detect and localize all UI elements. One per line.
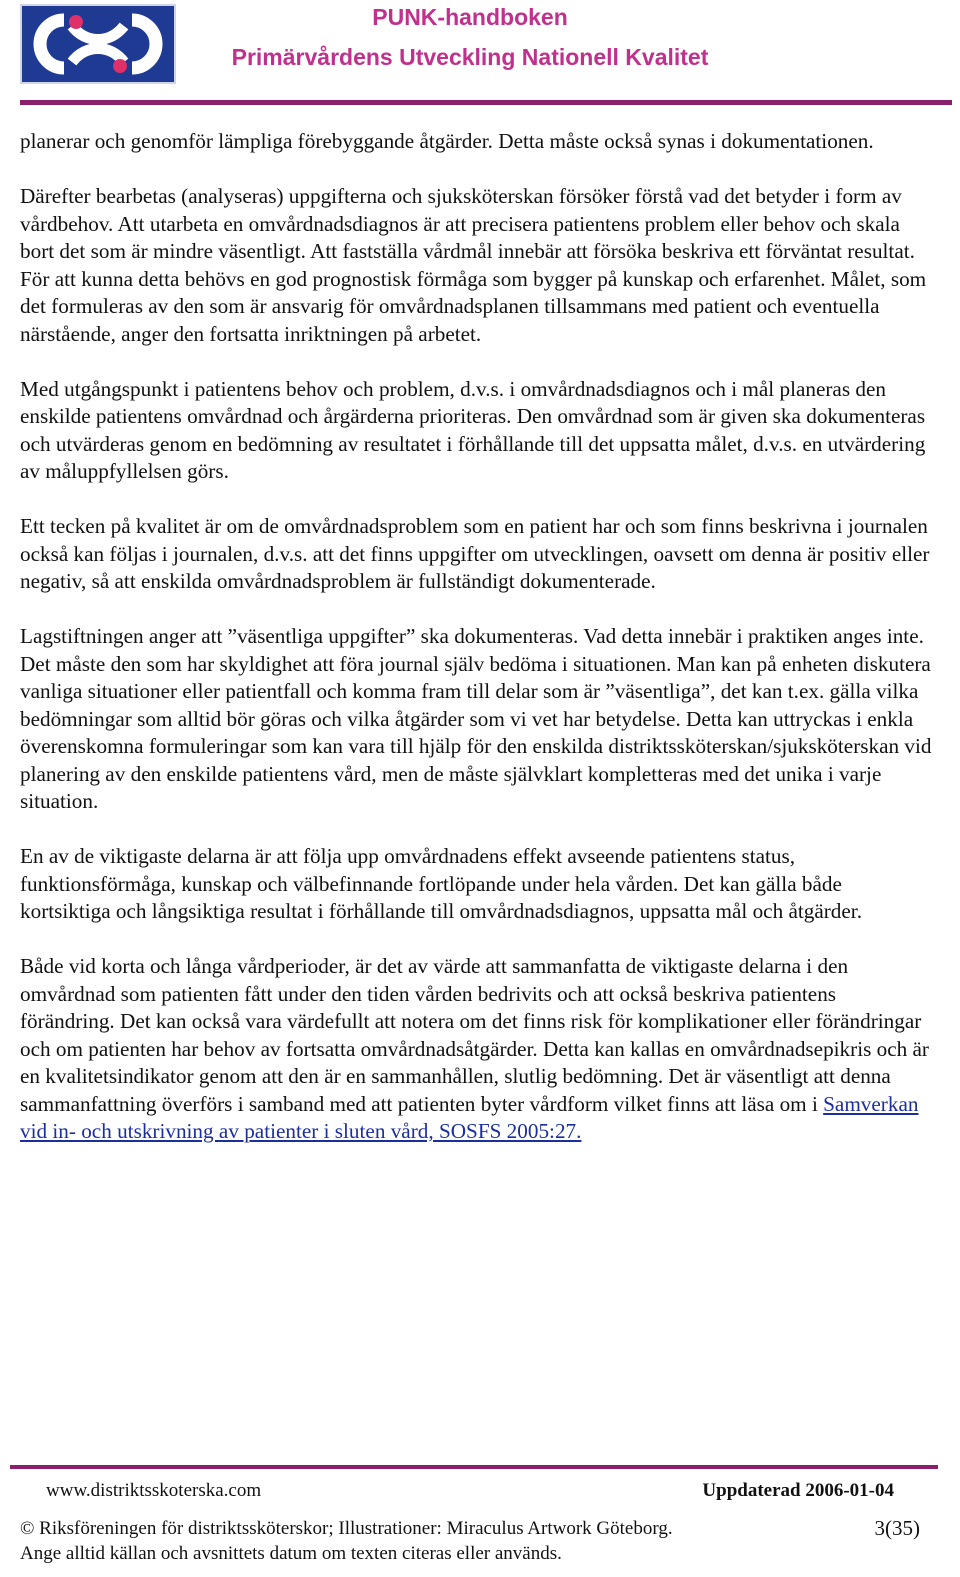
document-subtitle: Primärvårdens Utveckling Nationell Kvalitet [231, 44, 709, 70]
paragraph: Lagstiftningen anger att ”väsentliga uppgifter” ska dokumenteras. Vad detta innebär i praktiken anges inte. Det måste den som har skyldighet att föra journal själv bedöma i situationen. Man kan på enheten diskutera vanliga situationer eller patientfall och komma fram till delar som är ”väsentliga”, det kan t.ex. gälla vilka bedömningar som alltid bör göras och vilka åtgärder som vi vet har betydelse. Detta kan uttryckas i enkla överenskomna formuleringar som kan vara till hjälp för den enskilda distriktssköterskan/sjuksköterskan vid planering av den enskilde patientens vård, men de måste självklart kompletteras med det unika i varje situation. [20, 624, 932, 813]
page-number: 3(35) [874, 1516, 920, 1540]
footer-divider [10, 1465, 938, 1469]
paragraph: Därefter bearbetas (analyseras) uppgifterna och sjuksköterskan försöker förstå vad det betyder i form av vårdbehov. Att utarbeta en omvårdnadsdiagnos är att precisera patientens problem eller behov och skala bort det som är mindre väsentligt. Att fastställa vårdmål innebär att försöka beskriva ett förväntat resultat. För att kunna detta behövs en god prognostisk förmåga som bygger på kunskap och erfarenhet. Målet, som det formuleras av den som är ansvarig för omvårdnadsplanen tillsammans med patient och eventuella närstående, anger den fortsatta inriktningen på arbetet. [20, 184, 927, 346]
document-title: PUNK-handboken [372, 4, 568, 30]
paragraph-text: Både vid korta och långa vårdperioder, är det av värde att sammanfatta de viktigaste delarna i den omvårdnad som patienten fått under den tiden vården bedrivits och att också beskriva patientens förändring. Det kan också vara värdefullt att notera om det finns risk för komplikationer eller förändringar och om patienten har behov av fortsatta omvårdnadsåtgärder. Detta kan kallas en omvårdnadsepikris och är en kvalitetsindikator genom att den är en sammanhållen, slutlig bedömning. Det är väsentligt att denna sammanfattning överförs i samband med att patienten byter vårdform vilket finns att läsa om i [20, 954, 929, 1116]
sosfs-link[interactable]: Samverkan vid in- och utskrivning av patienter i sluten vård, SOSFS 2005:27. [20, 1091, 919, 1143]
document-body [20, 128, 935, 1173]
footer-citation-note: Ange alltid källan och avsnittets datum om texten citeras eller används. [20, 1543, 562, 1564]
paragraph: Ett tecken på kvalitet är om de omvårdnadsproblem som en patient har och som finns beskrivna i journalen också kan följas i journalen, d.v.s. att det finns uppgifter om utvecklingen, oavsett om denna är positiv eller negativ, så att enskilda omvårdnadsproblem är fullständigt dokumenterade. [20, 514, 930, 593]
paragraph-with-link [20, 953, 935, 1146]
header-divider [20, 100, 952, 105]
paragraph: planerar och genomför lämpliga förebyggande åtgärder. Detta måste också synas i dokumentationen. [20, 129, 874, 153]
paragraph: En av de viktigaste delarna är att följa upp omvårdnadens effekt avseende patientens status, funktionsförmåga, kunskap och välbefinnande fortlöpande under hela vården. Det kan gälla både kortsiktiga och långsiktiga resultat i förhållande till omvårdnadsdiagnos, uppsatta mål och åtgärder. [20, 844, 862, 923]
footer-updated-date: Uppdaterad 2006-01-04 [702, 1480, 894, 1501]
paragraph: Med utgångspunkt i patientens behov och problem, d.v.s. i omvårdnadsdiagnos och i mål planeras den enskilde patientens omvårdnad och årgärderna prioriteras. Den omvårdnad som är given ska dokumenteras och utvärderas genom en bedömning av resultatet i förhållande till det uppsatta målet, d.v.s. en utvärdering av måluppfyllelsen görs. [20, 376, 926, 483]
footer-copyright: © Riksföreningen för distriktssköterskor; Illustrationer: Miraculus Artwork Göteborg. [20, 1518, 673, 1539]
footer-website: www.distriktsskoterska.com [46, 1480, 262, 1501]
